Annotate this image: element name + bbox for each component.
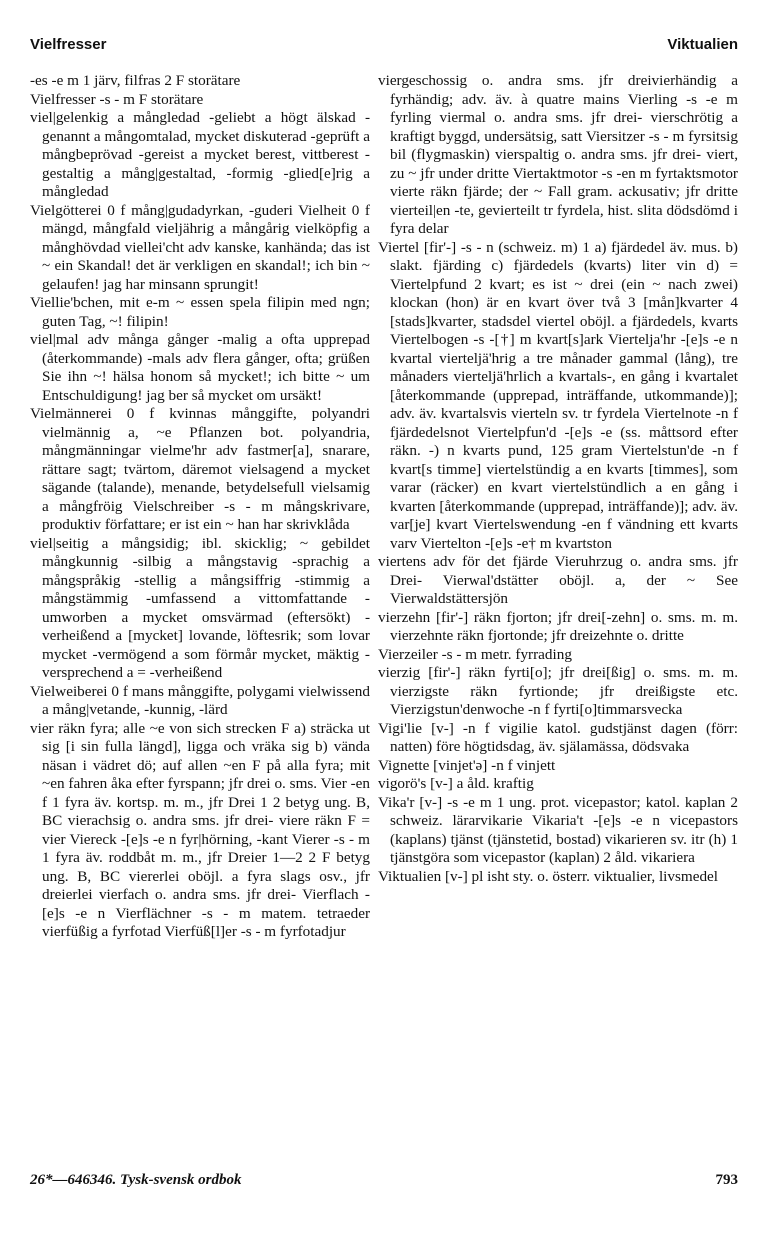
- dictionary-entry: vigorö's [v-] a åld. kraftig: [378, 775, 534, 792]
- dictionary-entry: Viellie'bchen, mit e-m ~ essen spela filipin med ngn; guten Tag, ~! filipin!: [30, 294, 370, 330]
- print-signature: 26*—646346. Tysk-svensk ordbok: [30, 1172, 242, 1188]
- page-number: 793: [715, 1172, 738, 1188]
- dictionary-entry: Vielmännerei 0 f kvinnas månggifte, polyandri vielmännig a, ~e Pflanzen bot. polyandria, mångmänningar vielme'hr adv fastmer[a], snarare, rättare sagt; tvärtom, däremot vielsagend a mycket sägande (talande), menande, betydelsefull vielsamig a mångfröig Vielschreiber -s - m mångskrivare, produktiv författare; er ist ein ~ han har skrivklåda: [30, 405, 370, 533]
- dictionary-entry: Vielweiberei 0 f mans månggifte, polygami vielwissend a mång|vetande, -kunnig, -lärd: [30, 682, 370, 718]
- dictionary-entry: Viktualien [v-] pl isht sty. o. österr. viktualier, livsmedel: [378, 867, 718, 885]
- dictionary-entry: Vika'r [v-] -s -e m 1 ung. prot. vicepastor; katol. kaplan 2 schweiz. lärarvikarie Vikaria't -[e]s -e n vicepastors (kaplans) tjänst (tjänstetid, bostad) vikarieren sv. itr (h) 1 tjänstgöra som vicepastor (kaplan) 2 åld. vikariera: [378, 793, 738, 866]
- dictionary-entry: vierzehn [fir'-] räkn fjorton; jfr drei[-zehn] o. sms. m. m. vierzehnte räkn fjortonde; jfr dreizehnte o. dritte: [378, 608, 738, 644]
- left-column: [30, 72, 370, 942]
- dictionary-entry: viel|gelenkig a mångledad -geliebt a högt älskad -genannt a mångomtalad, mycket diskuterad -geprüft a mångbeprövad -gereist a mycket berest, vittberest -gestaltig a mång|gestaltad, -formig -glied[e]rig a mångledad: [30, 109, 370, 200]
- dictionary-entry: Vigi'lie [v-] -n f vigilie katol. gudstjänst dagen (förr: natten) före högtidsdag, äv. själamässa, dödsvaka: [378, 719, 738, 755]
- dictionary-entry: -es -e m 1 järv, filfras 2 F storätare: [30, 72, 241, 89]
- running-head: [30, 36, 738, 58]
- dictionary-entry: Vignette [vinjet'ə] -n f vinjett: [378, 756, 556, 774]
- header-last-word: Viktualien: [667, 36, 738, 53]
- dictionary-entry: Vielfresser -s - m F storätare: [30, 90, 204, 108]
- dictionary-entry: viergeschossig o. andra sms. jfr dreivierhändig a fyrhändig; adv. äv. à quatre mains Vierling -s -e m fyrling viermal o. andra sms. jfr drei- vierschrötig a kraftigt byggd, undersätsig, satt Viersitzer -s - m fyrsitsig bil (flygmaskin) vierspaltig o. andra sms. jfr drei- viert, zu ~ jfr under dritte Viertaktmotor -s -en m fyrtaktsmotor vierte räkn fjärde; der ~ Fall gram. ackusativ; jfr dritte vierteil|en -te, gevierteilt tr fyrdela, hist. slita dödsdömd i fyra delar: [378, 72, 738, 237]
- page-footer: [30, 1172, 738, 1194]
- header-first-word: Vielfresser: [30, 36, 107, 53]
- dictionary-entry: viel|mal adv många gånger -malig a ofta upprepad (återkommande) -mals adv flera gånger, ofta; grüßen Sie ihn ~! hälsa honom så mycket!; ich bitte ~ um Entschuldigung! jag ber så mycket om ursäkt!: [30, 331, 370, 404]
- right-column: [378, 72, 738, 886]
- dictionary-entry: Vielgötterei 0 f mång|gudadyrkan, -guderi Vielheit 0 f mängd, mångfald vieljährig a mångårig vielköpfig a månghövdad viellei'cht adv kanske, kanhända; das ist ~ ein Skandal! det är verkligen en skandal!; ich bin ~ gelaufen! jag har minsann sprungit!: [30, 201, 370, 293]
- dictionary-entry: viel|seitig a mångsidig; ibl. skicklig; ~ gebildet mångkunnig -silbig a mångstavig -sprachig a mångspråkig -stellig a mångsiffrig -stimmig a mångstämmig -umfassend a vittomfattande -umworben a mycket omsvärmad (eftersökt) -verheißend a [mycket] lovande, löftesrik; som lovar mycket -vermögend a som förmår mycket, mäktig -versprechend a = -verheißend: [30, 534, 370, 681]
- dictionary-entry: vier räkn fyra; alle ~e von sich strecken F a) sträcka ut sig [i sin fulla längd], ligga och vräka sig b) vända näsan i vädret dö; auf allen ~en F på alla fyra; mit ~en fahren åka efter fyrspann; jfr drei o. sms. Vier -en f 1 fyra äv. kortsp. m. m., jfr Drei 1 2 betyg ung. B, BC vierachsig o. andra sms. jfr drei- viere räkn F = vier Viereck -[e]s -e n fyr|hörning, -kant Vierer -s - m 1 fyra äv. roddbåt m. m., jfr Dreier 1—2 2 F betyg ung. B, BC viererlei oböjl. a fyra slags osv., jfr dreierlei vierfach o. andra sms. jfr drei- Vierflach -[e]s -e n Vierflächner -s - m matem. tetraeder vierfüßig a fyrfotad Vierfüß[l]er -s - m fyrfotadjur: [30, 719, 370, 940]
- dictionary-entry: Viertel [fir'-] -s - n (schweiz. m) 1 a) fjärdedel äv. mus. b) slakt. fjärding c) fjärdedels (kvarts) liter vin d) = Viertelpfund 2 kvart; es ist ~ drei (ein ~ nach zwei) klockan (hon) är en kvart över två 3 [mån]kvarter 4 [stads]kvarter, stadsdel viertel oböjl. a fjärdedels, kvarts Viertelbogen -s -[†] m kvart[s]ark Viertelja'hr -[e]s -e n kvartal vierteljä'hrig a tre månader gammal (lång), tre månaders vierteljä'hrlich a kvartals-, en gång i kvartalet [återkommande (upprepad, inträffande, utkommande)]; adv. äv. kvartalsvis vierteln sv. tr fyrdela Viertelnote -n f fjärdedelsnot Viertelpfun'd -[e]s -e (ss. måttsord efter räkn. -) n kvarts pund, 125 gram Viertelstun'de -n f kvart[s timme] viertelstündig a en kvarts [timmes], som varar (räcker) en kvart viertelstündlich a en gång i kvarten [återkommande (upprepad, inträffande)]; adv. äv. var[je] kvart Viertelswendung -en f vändning ett kvarts varv Viertelton -[e]s -e† m kvartston: [378, 238, 738, 552]
- dictionary-entry: viertens adv för det fjärde Vieruhrzug o. andra sms. jfr Drei- Vierwal'dstätter oböjl. a, der ~ See Vierwaldstättersjön: [378, 553, 738, 607]
- dictionary-entry: vierzig [fir'-] räkn fyrti[o]; jfr drei[ßig] o. sms. m. m. vierzigste räkn fyrtionde; jfr dreißigste etc. Vierzigstun'denwoche -n f fyrti[o]timmarsvecka: [378, 664, 738, 718]
- dictionary-entry: Vierzeiler -s - m metr. fyrrading: [378, 645, 572, 663]
